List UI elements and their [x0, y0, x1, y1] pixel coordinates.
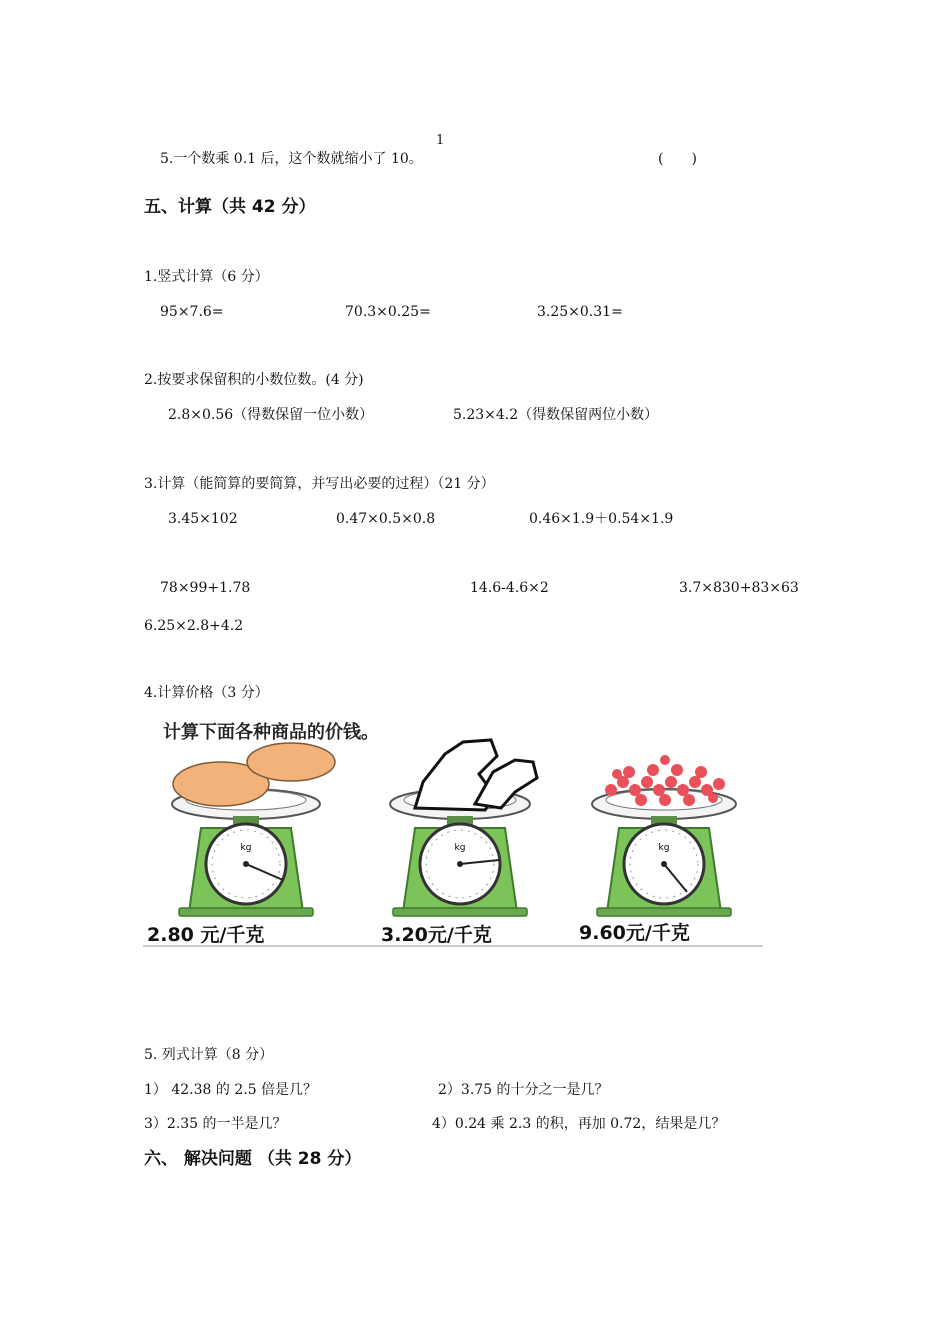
- judgement-item-5: 5.一个数乘 0.1 后，这个数就缩小了 10。: [160, 151, 423, 167]
- q3-item: 6.25×2.8+4.2: [144, 618, 244, 634]
- section-6-heading: 六、 解决问题 （共 28 分）: [144, 1149, 362, 1169]
- q5-item: 4）0.24 乘 2.3 的积，再加 0.72，结果是几？: [432, 1116, 726, 1132]
- price-label: 2.80 元/千克: [147, 924, 265, 946]
- scale-2: [390, 740, 537, 916]
- q5-item: 2）3.75 的十分之一是几？: [438, 1082, 609, 1098]
- q3-item: 3.45×102: [168, 511, 238, 527]
- pancake-icon: [247, 743, 335, 781]
- kg-label: kg: [240, 843, 252, 853]
- q1-item: 95×7.6=: [160, 304, 224, 320]
- figure-title: 计算下面各种商品的价钱。: [163, 722, 379, 743]
- kg-label: kg: [658, 843, 670, 853]
- q5-title: 5. 列式计算（8 分）: [144, 1047, 274, 1063]
- q5-item: 3）2.35 的一半是几？: [144, 1116, 287, 1132]
- price-label: 9.60元/千克: [579, 922, 690, 944]
- q1-item: 3.25×0.31=: [537, 304, 623, 320]
- kg-label: kg: [454, 843, 466, 853]
- q3-item: 14.6-4.6×2: [470, 580, 549, 596]
- price-label: 3.20元/千克: [381, 924, 492, 946]
- q1-title: 1.竖式计算（6 分）: [144, 269, 269, 285]
- fraction-numerator: 1: [436, 133, 445, 148]
- q3-item: 78×99+1.78: [160, 580, 251, 596]
- q3-item: 0.47×0.5×0.8: [336, 511, 436, 527]
- price-scales-figure: [143, 712, 763, 950]
- q2-item: 5.23×4.2（得数保留两位小数）: [453, 407, 659, 423]
- q4-title: 4.计算价格（3 分）: [144, 685, 269, 701]
- section-5-heading: 五、计算（共 42 分）: [144, 197, 316, 217]
- scale-3: [592, 755, 736, 916]
- scale-1: [172, 743, 335, 916]
- q1-item: 70.3×0.25=: [345, 304, 431, 320]
- q2-title: 2.按要求保留积的小数位数。(4 分): [144, 372, 364, 388]
- q3-item: 3.7×830+83×63: [679, 580, 799, 596]
- q3-title: 3.计算（能简算的要简算，并写出必要的过程）（21 分）: [144, 476, 495, 492]
- q3-item: 0.46×1.9＋0.54×1.9: [529, 511, 674, 527]
- scales-illustration: [143, 712, 763, 950]
- q5-item: 1） 42.38 的 2.5 倍是几？: [144, 1082, 318, 1098]
- q2-item: 2.8×0.56（得数保留一位小数）: [168, 407, 374, 423]
- answer-parentheses: ( ): [658, 151, 697, 167]
